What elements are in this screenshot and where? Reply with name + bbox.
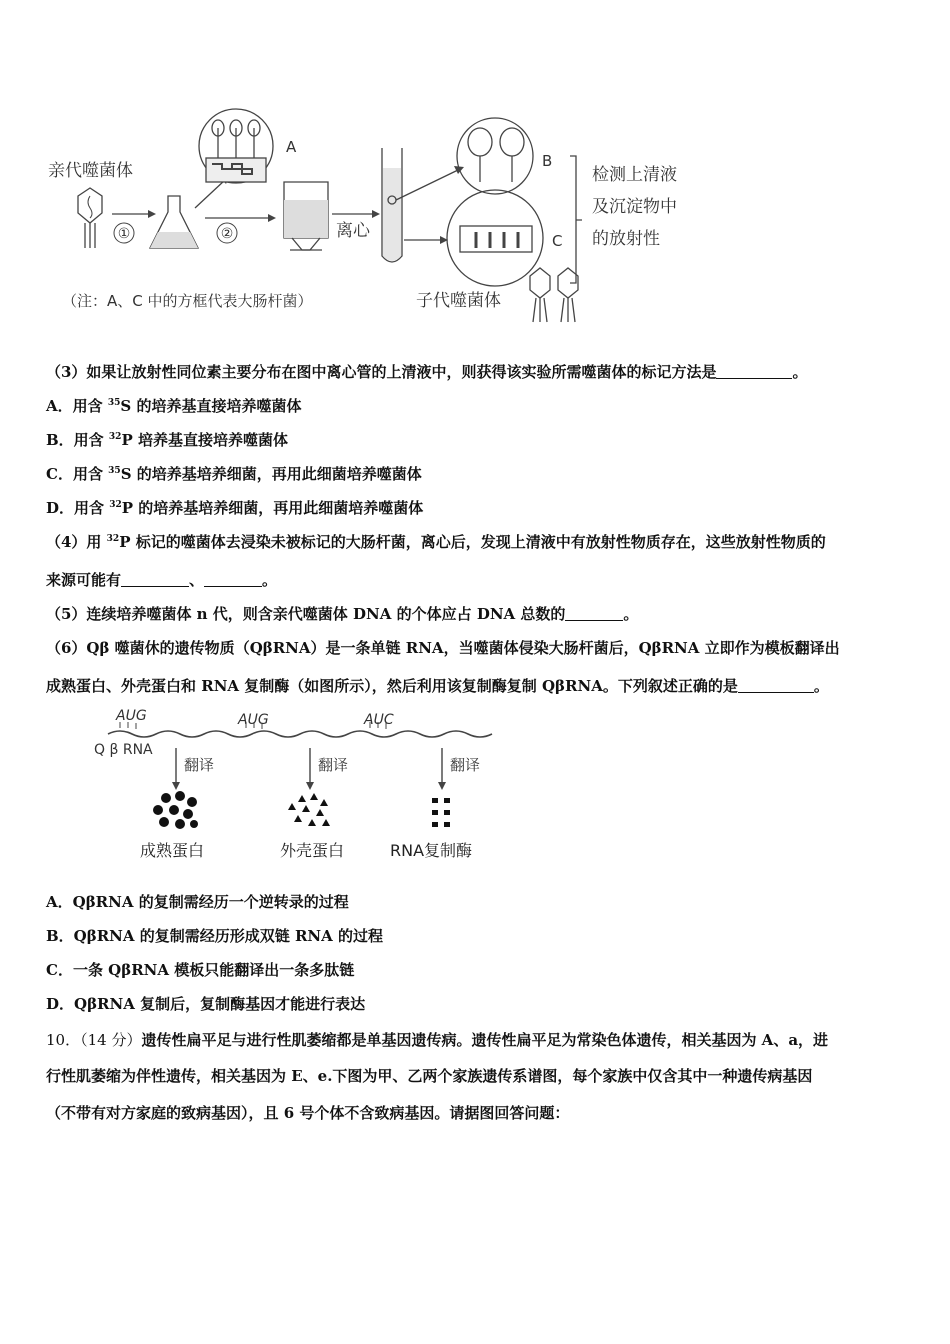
mature-protein-icon [153, 791, 198, 829]
codon-1: AUG [116, 708, 147, 724]
test-tube-icon [382, 148, 402, 262]
mature-protein-label: 成熟蛋白 [140, 841, 205, 860]
replicase-label: RNA复制酶 [390, 841, 473, 860]
label-b: B [542, 152, 553, 170]
q3-option-a: A．用含 $^{35}$S 的培养基直接培养噬菌体 [46, 397, 302, 415]
translate-label-3: 翻译 [450, 756, 481, 774]
flask-icon [150, 196, 198, 248]
phage-experiment-figure [40, 108, 710, 333]
detect-text-3: 的放射性 [592, 229, 660, 249]
q4-answer-line: 来源可能有 、 。 [46, 571, 278, 589]
codon-3: AUC [364, 712, 394, 728]
q3-option-b: B．用含 $^{32}$P 培养基直接培养噬菌体 [46, 431, 288, 449]
rna-strand [108, 731, 492, 737]
rna-label: Q β RNA [94, 742, 153, 758]
bacteria-circle-a [199, 109, 273, 183]
beaker-icon [284, 182, 328, 250]
q3-option-c: C．用含 $^{35}$S 的培养基培养细菌，再用此细菌培养噬菌体 [46, 465, 422, 483]
q6-option-b: B．QβRNA 的复制需经历形成双链 RNA 的过程 [46, 927, 384, 945]
coat-protein-icon [288, 793, 330, 826]
step-2-label: ② [220, 226, 234, 242]
label-c: C [552, 232, 563, 250]
q6-option-a: A．QβRNA 的复制需经历一个逆转录的过程 [46, 893, 349, 911]
q4-stem: （4）用 $^{32}$P 标记的噬菌体去浸染未被标记的大肠杆菌，离心后，发现上清液中有放射性物质存在，这些放射性物质的 [46, 533, 826, 551]
qbeta-rna-figure [88, 702, 528, 872]
translate-label-2: 翻译 [318, 756, 349, 774]
q3-stem: （3）如果让放射性同位素主要分布在图中离心管的上清液中，则获得该实验所需噬菌体的标记方法是 。 [46, 363, 808, 381]
q3-option-d: D．用含 $^{32}$P 的培养基培养细菌，再用此细菌培养噬菌体 [46, 499, 424, 517]
q10-stem-line3: （不带有对方家庭的致病基因），且 6 号个体不含致病基因。请据图回答问题： [46, 1104, 570, 1122]
codon-2: AUG [238, 712, 269, 728]
offspring-label: 子代噬菌体 [416, 291, 501, 311]
q10-stem-line2: 行性肌萎缩为伴性遗传，相关基因为 E、e.下图为甲、乙两个家族遗传系谱图，每个家族中仅含其中一种遗传病基因 [46, 1067, 813, 1085]
coat-protein-label: 外壳蛋白 [280, 841, 345, 860]
q6-option-d: D．QβRNA 复制后，复制酶基因才能进行表达 [46, 995, 366, 1013]
parent-phage-label: 亲代噬菌体 [48, 161, 133, 181]
translate-label-1: 翻译 [184, 756, 215, 774]
translate-arrows [176, 748, 442, 784]
q6-option-c: C．一条 QβRNA 模板只能翻译出一条多肽链 [46, 961, 355, 979]
offspring-phage-icon [530, 268, 578, 322]
figure-note: （注：A、C 中的方框代表大肠杆菌） [62, 292, 313, 310]
replicase-icon [432, 798, 450, 827]
q6-stem-line1: （6）Qβ 噬菌休的遗传物质（QβRNA）是一条单链 RNA，当噬菌体侵染大肠杆菌后，QβRNA 立即作为模板翻译出 [46, 639, 840, 657]
label-a: A [286, 138, 297, 156]
precipitate-circle-c [447, 190, 543, 286]
q5-stem: （5）连续培养噬菌体 n 代，则含亲代噬菌体 DNA 的个体应占 DNA 总数的 。 [46, 605, 639, 623]
q6-stem-line2: 成熟蛋白、外壳蛋白和 RNA 复制酶（如图所示），然后利用该复制酶复制 QβRNA。下列叙述正确的是 。 [46, 677, 829, 695]
centrifuge-label: 离心 [336, 221, 370, 241]
q10-stem-line1: 10．（14 分）遗传性扁平足与进行性肌萎缩都是单基因遗传病。遗传性扁平足为常染色体遗传，相关基因为 A、a，进 [46, 1031, 829, 1049]
parent-phage-icon [78, 188, 102, 248]
detect-text-2: 及沉淀物中 [592, 197, 677, 217]
supernatant-circle-b [457, 118, 533, 194]
detect-text-1: 检测上清液 [592, 165, 677, 185]
step-1-label: ① [117, 226, 131, 242]
